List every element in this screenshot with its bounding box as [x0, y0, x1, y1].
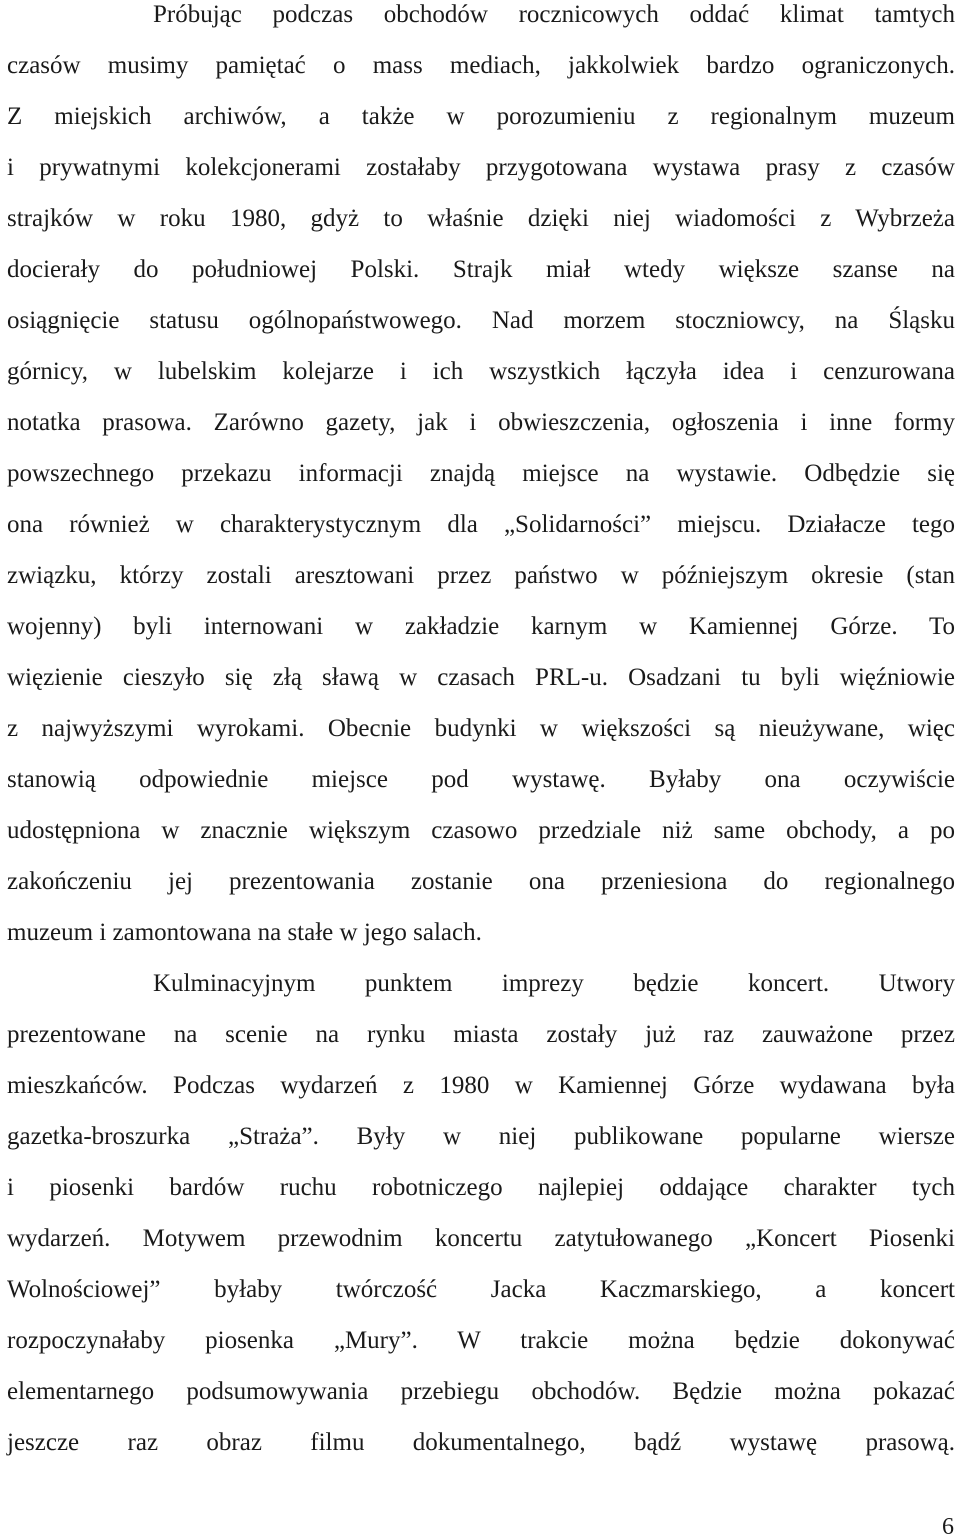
paragraph-1 [7, 0, 955, 969]
text-line: ona również w charakterystycznym dla „Solidarności” miejscu. Działacze tego [7, 511, 955, 538]
text-line: mieszkańców. Podczas wydarzeń z 1980 w Kamiennej Górze wydawana była [7, 1072, 955, 1099]
text-line: notatka prasowa. Zarówno gazety, jak i obwieszczenia, ogłoszenia i inne formy [7, 409, 955, 436]
text-line: górnicy, w lubelskim kolejarze i ich wszystkich łączyła idea i cenzurowana [7, 358, 955, 385]
text-line: więzienie cieszyło się złą sławą w czasach PRL-u. Osadzani tu byli więźniowie [7, 664, 955, 691]
text-line: z najwyższymi wyrokami. Obecnie budynki w większości są nieużywane, więc [7, 715, 955, 742]
text-line: Próbując podczas obchodów rocznicowych oddać klimat tamtych [153, 1, 955, 28]
text-line: osiągnięcie statusu ogólnopaństwowego. Nad morzem stoczniowcy, na Śląsku [7, 307, 955, 334]
text-line: rozpoczynałaby piosenka „Mury”. W trakcie można będzie dokonywać [7, 1327, 955, 1354]
text-line: jeszcze raz obraz filmu dokumentalnego, bądź wystawę prasową. [7, 1429, 955, 1456]
text-line: stanowią odpowiednie miejsce pod wystawę. Byłaby ona oczywiście [7, 766, 955, 793]
text-line: powszechnego przekazu informacji znajdą miejsce na wystawie. Odbędzie się [7, 460, 955, 487]
paragraph-2 [7, 969, 955, 1479]
text-line: Kulminacyjnym punktem imprezy będzie koncert. Utwory [153, 970, 955, 997]
text-line: zakończeniu jej prezentowania zostanie ona przeniesiona do regionalnego [7, 868, 955, 895]
text-line: prezentowane na scenie na rynku miasta zostały już raz zauważone przez [7, 1021, 955, 1048]
text-line: i piosenki bardów ruchu robotniczego najlepiej oddające charakter tych [7, 1174, 955, 1201]
text-line: i prywatnymi kolekcjonerami zostałaby przygotowana wystawa prasy z czasów [7, 154, 955, 181]
document-page [7, 0, 955, 1479]
text-line: Wolnościowej” byłaby twórczość Jacka Kaczmarskiego, a koncert [7, 1276, 955, 1303]
text-line: docierały do południowej Polski. Strajk miał wtedy większe szanse na [7, 256, 955, 283]
text-line: wojenny) byli internowani w zakładzie karnym w Kamiennej Górze. To [7, 613, 955, 640]
text-line: Z miejskich archiwów, a także w porozumieniu z regionalnym muzeum [7, 103, 955, 130]
text-line: elementarnego podsumowywania przebiegu obchodów. Będzie można pokazać [7, 1378, 955, 1405]
page-number: 6 [942, 1514, 954, 1540]
text-line: wydarzeń. Motywem przewodnim koncertu zatytułowanego „Koncert Piosenki [7, 1225, 955, 1252]
text-line: udostępniona w znacznie większym czasowo przedziale niż same obchody, a po [7, 817, 955, 844]
text-line: związku, którzy zostali aresztowani przez państwo w późniejszym okresie (stan [7, 562, 955, 589]
text-line: strajków w roku 1980, gdyż to właśnie dzięki niej wiadomości z Wybrzeża [7, 205, 955, 232]
text-line: czasów musimy pamiętać o mass mediach, jakkolwiek bardzo ograniczonych. [7, 52, 955, 79]
text-line: gazetka-broszurka „Straża”. Były w niej publikowane popularne wiersze [7, 1123, 955, 1150]
text-line: muzeum i zamontowana na stałe w jego salach. [7, 919, 482, 946]
